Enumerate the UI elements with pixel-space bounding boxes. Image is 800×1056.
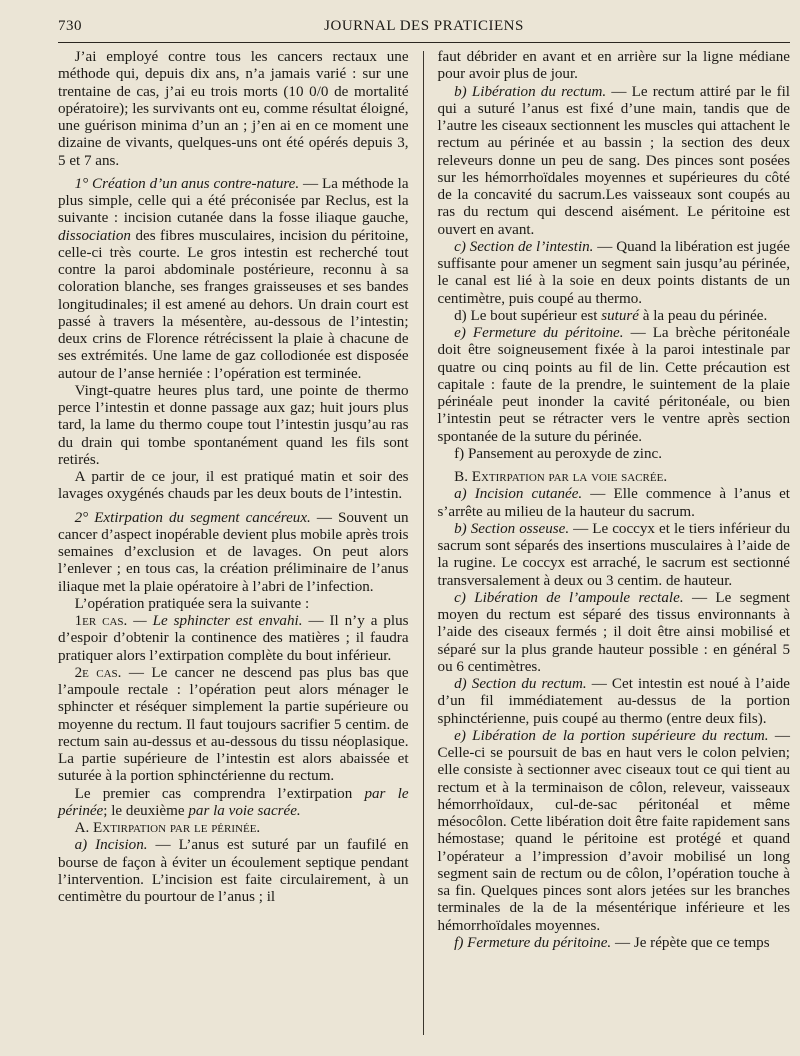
header-rule: [58, 42, 790, 43]
paragraph: faut débrider en avant et en arrière sur la ligne médiane pour avoir plus de jour.: [437, 49, 790, 83]
two-column-body: [58, 49, 790, 1039]
paragraph: f) Fermeture du péritoine. — Je répète que ce temps: [454, 934, 770, 951]
paragraph: a) Incision. — L’anus est suturé par un faufilé en bourse de façon à éviter un écoulement septique pendant l’intervention. L’incision est faite circulairement, à un centimètre du pourtour de l’anus ; il: [58, 837, 409, 905]
paragraph: 1er cas. — Le sphincter est envahi. — Il n’y a plus d’espoir d’obtenir la continence des matières ; il faudra pratiquer alors l’extirpation complète du bout inférieur.: [58, 613, 409, 664]
page-header: [58, 14, 790, 40]
section-heading: B. Extirpation par la voie sacrée.: [454, 469, 668, 485]
paragraph: 1° Création d’un anus contre-nature. — La méthode la plus simple, celle qui a été préconisée par Reclus, est la suivante : incision cutanée dans la fosse iliaque gauche, dissociation des fibres musculaires, incision du péritoine, celle-ci très courte. Le gros intestin est recherché tout contre la paroi abdominale postérieure, reconnu à sa coloration blanche, ses franges graisseuses et ses bandes longitudinales; il est amené au dehors. Un drain court est passé à travers la mésentère, au-dessous de l’intestin; deux crins de Florence rétrécissent la plaie à chacune de ses extrémités. Une lame de gaz collodionée est disposée autour de l’anse herniée : l’opération est terminée.: [58, 175, 409, 382]
paragraph: Le premier cas comprendra l’extirpation par le périnée; le deuxième par la voie sacrée.: [58, 785, 409, 819]
right-column: [438, 49, 790, 1039]
section-heading: A. Extirpation par le périnée.: [74, 820, 261, 836]
journal-title: JOURNAL DES PRATICIENS: [324, 18, 524, 34]
paragraph: A partir de ce jour, il est pratiqué matin et soir des lavages oxygénés chauds par les deux bouts de l’intestin.: [58, 469, 409, 503]
paragraph: 2e cas. — Le cancer ne descend pas plus bas que l’ampoule rectale : l’opération peut alors ménager le sphincter et réséquer simplement la partie supérieure ou moyenne du rectum. Il faut toujours sacrifier 5 centim. de rectum sain au-dessus et au-dessous du tissu néoplasique. La partie supérieure de l’intestin est alors abaissée et suturée à la portion sphinctérienne du rectum.: [58, 664, 409, 785]
left-column: [58, 49, 409, 1039]
column-divider: [423, 51, 424, 1035]
paragraph: L’opération pratiquée sera la suivante :: [74, 595, 310, 612]
paragraph: e) Fermeture du péritoine. — La brèche péritonéale doit être soigneusement fixée à la paroi intestinale par quatre ou cinq points au fil de lin. Cette précaution est capitale : faute de la prendre, le suintement de la plaie périnéale peut inonder la cavité péritonéale, ou bien l’intestin peut se rétracter vers le ventre après section spontanée de la suture du périnée.: [437, 325, 790, 445]
paragraph: c) Section de l’intestin. — Quand la libération est jugée suffisante pour amener un segment sain jusqu’au périnée, le canal est lié à la soie en deux points distants de un centimètre, puis coupé au thermo.: [437, 238, 790, 307]
paragraph: d) Section du rectum. — Cet intestin est noué à l’aide d’un fil immédiatement au-dessus de la portion sphinctérienne, puis coupé au thermo (entre deux fils).: [437, 676, 790, 727]
paragraph: e) Libération de la portion supérieure du rectum. — Celle-ci se poursuit de bas en haut vers le colon pelvien; elle consiste à sectionner avec ciseaux tout ce qui tient au rectum et à la terminaison de côlon, releveur, vaisseaux hémorrhoïdaux, cul-de-sac péritonéal et même mésocôlon. Cette libération doit être faite rapidement sans hémostase; quand le péritoine est protégé et quand l’opérateur a l’impression d’avoir mobilisé un long segment sain de rectum ou de côlon, l’opération touche à sa fin. Quelques pinces sont alors jetées sur les branches terminales de la de la mésentérique inférieure et les hémorrhoïdales moyennes.: [437, 727, 790, 934]
paragraph: c) Libération de l’ampoule rectale. — Le segment moyen du rectum est séparé des tissus environnants à l’aide des ciseaux fermés ; il doit être ainsi mobilisé et séparé sur la plus grande hauteur possible : en général 5 ou 6 centimètres.: [437, 589, 791, 675]
paragraph: d) Le bout supérieur est suturé à la peau du périnée.: [454, 307, 768, 324]
paragraph: 2° Extirpation du segment cancéreux. — Souvent un cancer d’aspect inopérable devient plus mobile après trois semaines d’exclusion et de lavages. On peut alors l’enlever ; en tous cas, la création préliminaire de l’anus iliaque met la plaie opératoire à l’abri de l’infection.: [58, 509, 409, 595]
paragraph: b) Section osseuse. — Le coccyx et le tiers inférieur du sacrum sont séparés des insertions musculaires à l’aide de la rugine. Le coccyx est arraché, le sacrum est sectionné transversalement à deux ou 3 centim. de hauteur.: [437, 520, 790, 589]
paragraph: f) Pansement au peroxyde de zinc.: [454, 445, 663, 462]
paragraph: a) Incision cutanée. — Elle commence à l’anus et s’arrête au milieu de la hauteur du sacrum.: [437, 486, 790, 520]
paragraph: b) Libération du rectum. — Le rectum attiré par le fil qui a suturé l’anus est fixé d’une main, tandis que de l’autre les ciseaux sectionnent les muscles qui attachent le rectum au périnée et au bassin ; la section des deux releveurs donne un peu de sang. Des pinces sont posées sur les hémorrhoïdales moyennes et supérieures du côté de la concavité du sacrum.Les vaisseaux sont coupés au ras du rectum qui descend aisément. Le péritoine est ouvert en avant.: [437, 83, 790, 238]
paragraph: J’ai employé contre tous les cancers rectaux une méthode qui, depuis dix ans, n’a jamais varié : sur une trentaine de cas, j’ai eu trois morts (10 0/0 de mortalité opératoire); les survivants ont eu, comme résultat éloigné, une guérison minima d’un an ; j’en ai en ce moment une dizaine de vivants, quelques-uns ont été opérés depuis 3, 5 et 7 ans.: [58, 49, 409, 169]
page-number: 730: [58, 18, 82, 34]
paragraph: Vingt-quatre heures plus tard, une pointe de thermo perce l’intestin et donne passage aux gaz; huit jours plus tard, la lame du thermo coupe tout l’intestin jusqu’au ras du drain qui tombe spontanément quand les fils sont retirés.: [58, 382, 409, 468]
